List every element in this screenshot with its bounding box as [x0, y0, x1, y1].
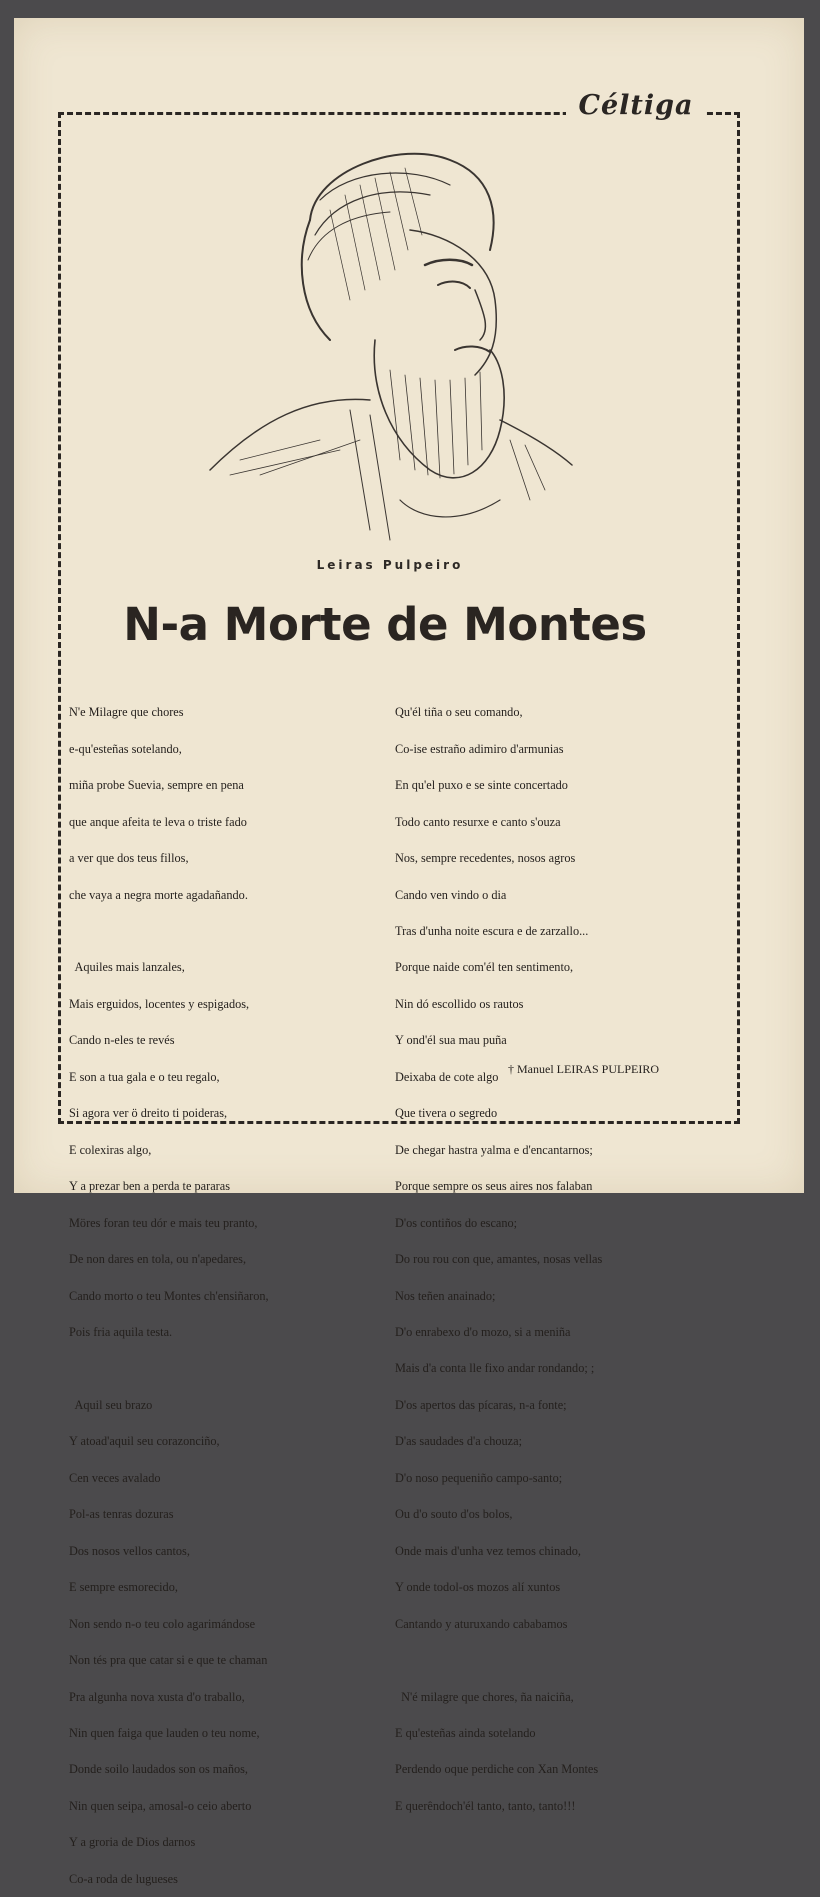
poem-line: Y a prezar ben a perda te pararas [69, 1179, 231, 1194]
poem-line: Si agora ver ö dreito ti poideras, [69, 1106, 228, 1121]
poem-line: Nin dó escollido os rautos [395, 996, 524, 1011]
poem-line: E sempre esmorecido, [69, 1580, 178, 1595]
poem-line: Pol-as tenras dozuras [69, 1507, 174, 1522]
poem-line: Tras d'unha noite escura e de zarzallo... [395, 924, 589, 939]
poem-line: De chegar hastra yalma e d'encantarnos; [395, 1142, 593, 1157]
poem-line: Pois fria aquila testa. [69, 1325, 173, 1340]
poem-line: Aquil seu brazo [69, 1397, 153, 1412]
poem-line: Porque naide com'él ten sentimento, [395, 960, 574, 975]
poem-line: Mais d'a conta lle fixo andar rondando; ; [395, 1361, 595, 1376]
poem-line: N'e Milagre que chores [69, 705, 184, 720]
poem-line [395, 1654, 602, 1666]
poem-line: Cantando y aturuxando cababamos [395, 1616, 568, 1631]
poem-line: Perdendo oque perdiche con Xan Montes [395, 1762, 599, 1777]
masthead-logo: Céltiga [566, 90, 706, 126]
poem-line [69, 925, 269, 937]
poem-line: De non dares en tola, ou n'apedares, [69, 1252, 247, 1267]
poem-line: Y a groria de Dios darnos [69, 1835, 196, 1850]
poem-line: Co-a roda de lugueses [69, 1871, 178, 1886]
poem-line: D'o enrabexo d'o mozo, si a meniña [395, 1325, 571, 1340]
poem-line: miña probe Suevia, sempre en pena [69, 778, 244, 793]
poem-line: D'as saudades d'a chouza; [395, 1434, 523, 1449]
poem-line: D'os apertos das pícaras, n-a fonte; [395, 1397, 567, 1412]
poem-line: E colexiras algo, [69, 1142, 152, 1157]
poem-line: e-qu'esteñas sotelando, [69, 741, 182, 756]
poem-line: Qu'él tiña o seu comando, [395, 705, 523, 720]
portrait-drawing [200, 140, 580, 550]
poem-line: E son a tua gala e o teu regalo, [69, 1069, 220, 1084]
poem-line: Ou d'o souto d'os bolos, [395, 1507, 513, 1522]
poem-left-column [69, 682, 269, 1897]
poem-line: a ver que dos teus fillos, [69, 851, 189, 866]
poem-line: D'o noso pequeniño campo-santo; [395, 1470, 563, 1485]
poem-line: Y atoad'aquil seu corazonciño, [69, 1434, 220, 1449]
poem-line: Non tés pra que catar si e que te chaman [69, 1653, 268, 1668]
poem-line: E qu'esteñas ainda sotelando [395, 1726, 536, 1740]
poem-line: Pra algunha nova xusta d'o traballo, [69, 1689, 245, 1704]
poem-line: Donde soilo laudados son os maños, [69, 1762, 248, 1777]
poem-line: Do rou rou con que, amantes, nosas vellas [395, 1252, 603, 1267]
poem-line: Nin quen seipa, amosal-o ceio aberto [69, 1798, 252, 1813]
poem-line: N'é milagre que chores, ña naiciña, [395, 1689, 574, 1704]
poem-line: Co-ise estraño adimiro d'armunias [395, 741, 564, 756]
poem-line: Y ond'él sua mau puña [395, 1033, 507, 1048]
poem-line: Mais erguidos, locentes y espigados, [69, 996, 250, 1011]
poem-line: Aquiles mais lanzales, [69, 960, 185, 975]
poem-line: que anque afeita te leva o triste fado [69, 814, 247, 829]
poem-line: Cando n-eles te revés [69, 1033, 175, 1048]
poem-line: Deixaba de cote algo [395, 1069, 499, 1084]
portrait-caption: Leiras Pulpeiro [316, 558, 464, 572]
poem-line [69, 1362, 269, 1374]
poem-line: Todo canto resurxe e canto s'ouza [395, 814, 561, 829]
poem-line: Nos teñen anainado; [395, 1288, 496, 1303]
poem-line: Cen veces avalado [69, 1470, 161, 1485]
poem-line: che vaya a negra morte agadañando. [69, 887, 248, 902]
poem-line: Porque sempre os seus aires nos falaban [395, 1179, 593, 1194]
poem-line: Que tivera o segredo [395, 1106, 498, 1121]
poem-line: E querêndoch'él tanto, tanto, tanto!!! [395, 1798, 576, 1813]
poem-line: Cando ven vindo o dia [395, 887, 507, 902]
poem-line: Cando morto o teu Montes ch'ensiñaron, [69, 1288, 269, 1303]
poem-right-column [395, 682, 602, 1824]
poem-line: D'os contiños do escano; [395, 1215, 518, 1230]
author-signature: † Manuel LEIRAS PULPEIRO [508, 1062, 659, 1076]
poem-line: Möres foran teu dór e mais teu pranto, [69, 1215, 258, 1230]
poem-line: Onde mais d'unha vez temos chinado, [395, 1543, 581, 1558]
poem-title: N-a Morte de Montes [123, 598, 647, 651]
poem-line: En qu'el puxo e se sinte concertado [395, 778, 568, 793]
poem-line: Dos nosos vellos cantos, [69, 1543, 190, 1558]
poem-line: Nin quen faiga que lauden o teu nome, [69, 1726, 260, 1740]
poem-line: Y onde todol-os mozos alí xuntos [395, 1580, 561, 1595]
poem-line: Nos, sempre recedentes, nosos agros [395, 851, 576, 866]
poem-line: Non sendo n-o teu colo agarimándose [69, 1616, 256, 1631]
